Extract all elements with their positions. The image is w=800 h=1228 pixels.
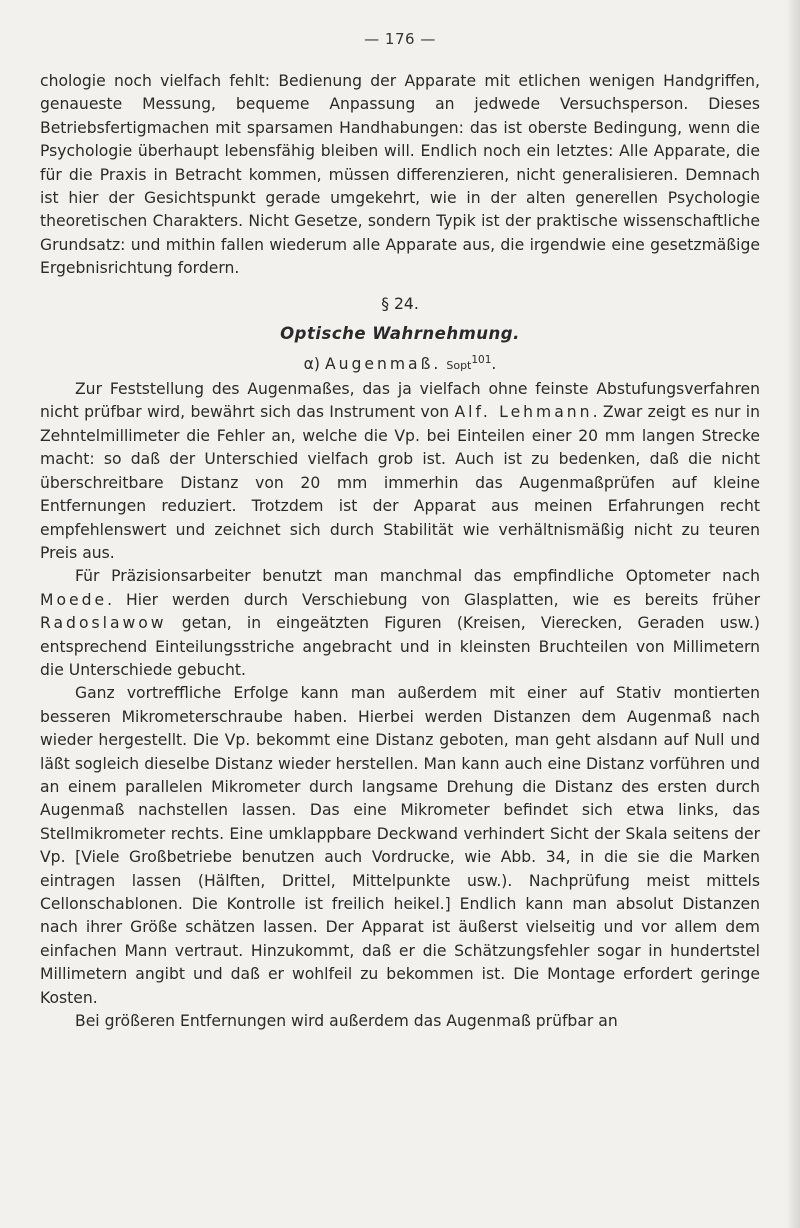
paragraph-lehmann <box>40 378 760 565</box>
author-name: Radoslawow <box>40 614 167 633</box>
text-run: . Zwar zeigt es nur in Zehntelmillimeter die Fehler an, welche die Vp. bei Einteilen einer 20 mm langen Strecke macht: so daß der Unterschied vielfach grob ist. Auch ist zu bedenken, daß die nicht überschreitbare Distanz von 20 mm immerhin das Augenmaßprüfen auf kleine Entfernungen reduziert. Trotzdem ist der Apparat aus meinen Erfahrungen recht empfehlenswert und zeichnet sich durch Stabilität wie verhältnismäßig nicht zu teuren Preis aus. <box>40 403 760 562</box>
subsection-end: . <box>491 355 497 374</box>
subsection-ref-sup: 101 <box>471 354 492 367</box>
author-name: Alf. Lehmann <box>454 403 593 422</box>
paragraph-mikrometer: Ganz vortreffliche Erfolge kann man außerdem mit einer auf Stativ montierten besseren Mikrometerschraube haben. Hierbei werden Distanzen dem Augenmaß nach wieder hergestellt. Die Vp. bekommt eine Distanz geboten, man geht alsdann auf Null und läßt sogleich dieselbe Distanz wieder herstellen. Man kann auch eine Distanz vorführen und an einem parallelen Mikrometer durch langsame Drehung die Distanz des ersten durch Augenmaß nachstellen lassen. Das eine Mikrometer befindet sich etwa links, das Stellmikrometer rechts. Eine umklappbare Deckwand verhindert Sicht der Skala seitens der Vp. [Viele Großbetriebe benutzen auch Vordrucke, wie Abb. 34, in die sie die Marken eintragen lassen (Hälften, Drittel, Mittelpunkte usw.). Nachprüfung meist mittels Cellonschablonen. Die Kontrolle ist freilich heikel.] Endlich kann man absolut Distanzen nach ihrer Größe schätzen lassen. Der Apparat ist äußerst vielseitig und vor allem dem einfachen Mann vertraut. Hinzukommt, daß er die Schätzungsfehler sogar in hundertstel Millimetern angibt und daß er wohlfeil zu bekommen ist. Die Montage erfordert geringe Kosten. <box>40 684 760 1007</box>
author-name: Moede <box>40 590 108 609</box>
section-number: § 24. <box>381 294 419 313</box>
section-title: Optische Wahrnehmung. <box>280 324 520 344</box>
subsection-prefix: α) <box>303 355 320 374</box>
page-number: — 176 — <box>364 30 436 48</box>
paragraph-optometer <box>40 565 760 682</box>
text-run: getan, in eingeätzten Figuren (Kreisen, Vierecken, Geraden usw.) entsprechend Einteilungsstriche angebracht und in kleinsten Bruchteilen von Millimetern die Unterschiede gebucht. <box>40 614 760 679</box>
paragraph-last: Bei größeren Entfernungen wird außerdem das Augenmaß prüfbar an <box>75 1012 618 1031</box>
subsection-title: Augenmaß. <box>324 355 442 374</box>
paragraph-continuation: chologie noch vielfach fehlt: Bedienung der Apparate mit etlichen wenigen Handgriffen, genaueste Messung, bequeme Anpassung an jedwede Versuchsperson. Dieses Betriebsfertigmachen mit sparsamen Handhabungen: das ist oberste Bedingung, wenn die Psychologie überhaupt lebensfähig bleiben will. Endlich noch ein letztes: Alle Apparate, die für die Praxis in Betracht kommen, müssen differenzieren, nicht generalisieren. Demnach ist hier der Gesichtspunkt gerade umgekehrt, wie in der alten generellen Psychologie theoretischen Charakters. Nicht Gesetze, sondern Typik ist der praktische wissenschaftliche Grundsatz: und mithin fallen wiederum alle Apparate aus, die irgendwie eine gesetzmäßige Ergebnisrichtung fordern. <box>40 72 760 278</box>
text-run: . Hier werden durch Verschiebung von Glasplatten, wie es bereits früher <box>107 590 760 609</box>
text-run: Für Präzisionsarbeiter benutzt man manchmal das empfindliche Optometer nach <box>75 567 760 586</box>
subsection-ref: Sopt <box>446 359 472 373</box>
page-edge-shadow <box>786 0 800 1228</box>
subsection-heading <box>40 349 760 378</box>
text-run: Zur Feststellung des Augenmaßes, das ja vielfach ohne feinste Abstufungsverfahren nicht prüfbar wird, bewährt sich das Instrument von <box>40 380 760 422</box>
body-text <box>40 70 760 1033</box>
